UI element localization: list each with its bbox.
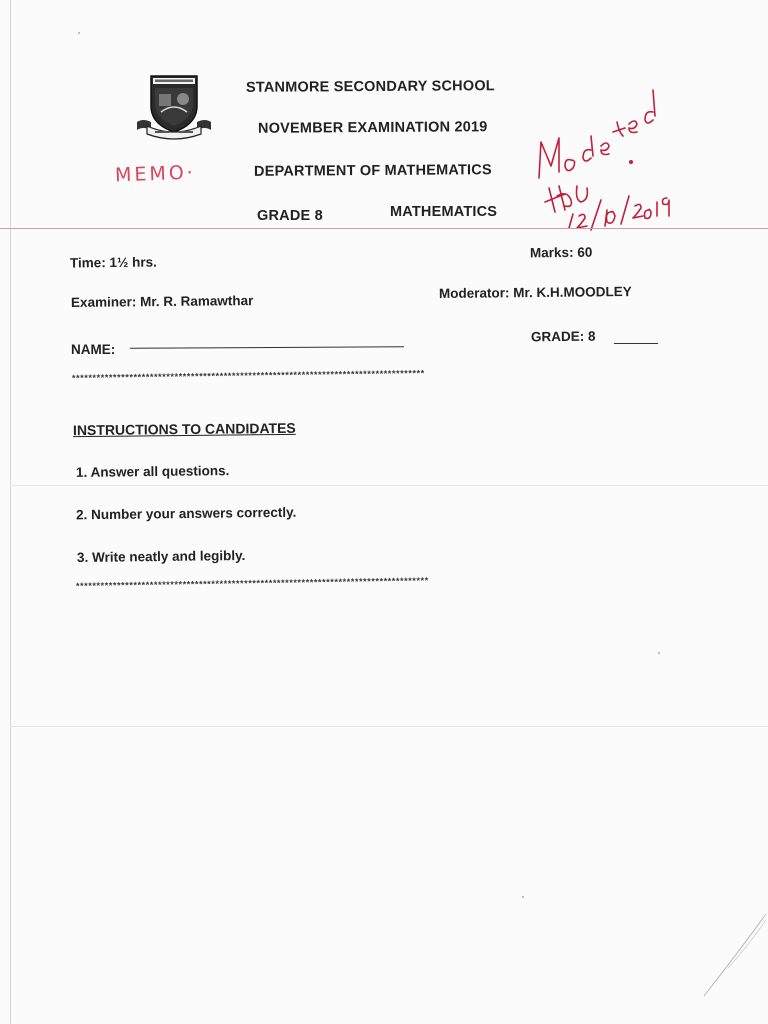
memo-annotation: MEMO· [114,161,197,187]
moderated-signature-annotation [525,70,695,240]
scan-artifact-line [10,726,768,727]
paper-edge [10,0,11,1024]
exam-title: NOVEMBER EXAMINATION 2019 [257,119,488,137]
margin-rule-line [0,228,768,229]
scan-artifact-line [10,485,768,486]
time-allowed: Time: 1½ hrs. [69,254,157,271]
instruction-item: 2. Number your answers correctly. [75,504,297,523]
name-label: NAME: [71,342,116,357]
examiner-name: Examiner: Mr. R. Ramawthar [70,293,254,310]
school-name: STANMORE SECONDARY SCHOOL [245,78,495,96]
school-crest-logo [133,72,215,142]
name-field[interactable] [130,346,404,348]
dust-speck [522,896,524,898]
grade-heading: GRADE 8 [257,208,323,224]
department-title: DEPARTMENT OF MATHEMATICS [253,162,492,180]
instruction-item: 3. Write neatly and legibly. [76,547,246,566]
grade-class-field[interactable] [614,343,658,344]
grade-label: GRADE: 8 [530,328,596,345]
instruction-item: 1. Answer all questions. [75,463,230,480]
moderator-name: Moderator: Mr. K.H.MOODLEY [438,283,632,302]
dust-speck [658,652,660,654]
separator-stars-top: ************************************************************************************** [71,368,425,383]
dust-speck [78,32,80,34]
instructions-heading: INSTRUCTIONS TO CANDIDATES [72,419,296,439]
separator-stars-bottom: ************************************************************************************** [75,575,429,591]
total-marks: Marks: 60 [529,244,593,261]
page-corner-crease [700,910,768,1000]
subject-heading: MATHEMATICS [390,204,498,220]
